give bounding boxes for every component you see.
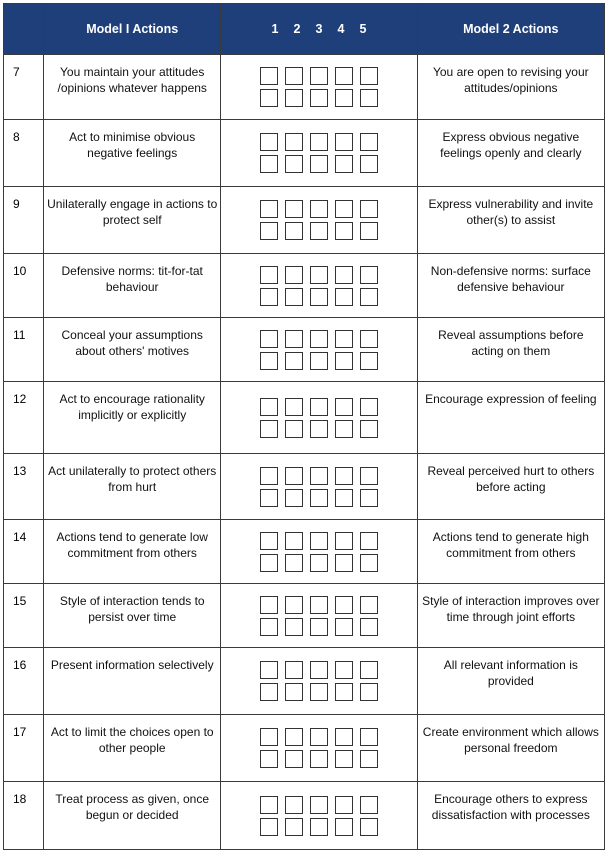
rating-scale <box>221 782 417 850</box>
rating-checkbox[interactable] <box>335 352 353 370</box>
model1-action: Unilaterally engage in actions to protect self <box>44 187 221 254</box>
rating-checkbox[interactable] <box>360 420 378 438</box>
checkbox-row <box>221 420 416 438</box>
model2-action: Non-defensive norms: surface defensive behaviour <box>417 254 604 318</box>
table-row <box>4 382 605 454</box>
rating-checkbox[interactable] <box>360 200 378 218</box>
rating-checkbox[interactable] <box>285 67 303 85</box>
rating-checkbox[interactable] <box>310 596 328 614</box>
rating-checkbox[interactable] <box>260 467 278 485</box>
header-scale <box>221 4 417 55</box>
checkbox-row <box>221 89 416 107</box>
checkbox-row <box>221 554 416 572</box>
rating-checkbox[interactable] <box>310 661 328 679</box>
rating-checkbox[interactable] <box>310 728 328 746</box>
checkbox-row <box>221 818 416 836</box>
rating-checkbox[interactable] <box>260 683 278 701</box>
rating-checkbox[interactable] <box>335 288 353 306</box>
rating-checkbox[interactable] <box>360 618 378 636</box>
model2-action: All relevant information is provided <box>417 648 604 715</box>
rating-checkbox[interactable] <box>260 750 278 768</box>
rating-checkbox[interactable] <box>260 728 278 746</box>
model1-action: Style of interaction tends to persist over time <box>44 584 221 648</box>
rating-checkbox[interactable] <box>360 532 378 550</box>
rating-checkbox[interactable] <box>285 222 303 240</box>
rating-checkbox[interactable] <box>310 266 328 284</box>
rating-checkbox[interactable] <box>360 750 378 768</box>
table-row <box>4 55 605 120</box>
rating-checkbox[interactable] <box>335 489 353 507</box>
rating-checkbox[interactable] <box>360 288 378 306</box>
rating-checkbox[interactable] <box>335 330 353 348</box>
rating-checkbox[interactable] <box>310 750 328 768</box>
rating-checkbox[interactable] <box>285 683 303 701</box>
table-row <box>4 318 605 382</box>
model2-action: Style of interaction improves over time through joint efforts <box>417 584 604 648</box>
checkbox-row <box>221 532 416 550</box>
rating-checkbox[interactable] <box>360 155 378 173</box>
rating-checkbox[interactable] <box>335 683 353 701</box>
rating-checkbox[interactable] <box>285 489 303 507</box>
rating-checkbox[interactable] <box>260 818 278 836</box>
rating-checkbox[interactable] <box>310 352 328 370</box>
rating-checkbox[interactable] <box>260 661 278 679</box>
model1-action: Conceal your assumptions about others' motives <box>44 318 221 382</box>
rating-checkbox[interactable] <box>360 467 378 485</box>
model2-action: Create environment which allows personal freedom <box>417 715 604 782</box>
rating-checkbox[interactable] <box>360 489 378 507</box>
rating-checkbox[interactable] <box>335 398 353 416</box>
rating-checkbox[interactable] <box>260 155 278 173</box>
rating-checkbox[interactable] <box>260 222 278 240</box>
rating-scale <box>221 187 417 254</box>
table-row <box>4 584 605 648</box>
rating-checkbox[interactable] <box>335 200 353 218</box>
rating-checkbox[interactable] <box>335 554 353 572</box>
rating-checkbox[interactable] <box>285 133 303 151</box>
rating-checkbox[interactable] <box>335 818 353 836</box>
rating-checkbox[interactable] <box>285 750 303 768</box>
model1-action: Act to encourage rationality implicitly or explicitly <box>44 382 221 454</box>
rating-checkbox[interactable] <box>260 200 278 218</box>
rating-checkbox[interactable] <box>335 266 353 284</box>
rating-scale <box>221 254 417 318</box>
checkbox-row <box>221 352 416 370</box>
checkbox-row <box>221 67 416 85</box>
checkbox-row <box>221 683 416 701</box>
model1-action: You maintain your attitudes /opinions whatever happens <box>44 55 221 120</box>
rating-checkbox[interactable] <box>285 420 303 438</box>
rating-checkbox[interactable] <box>310 489 328 507</box>
model1-action: Present information selectively <box>44 648 221 715</box>
rating-checkbox[interactable] <box>260 532 278 550</box>
rating-scale <box>221 520 417 584</box>
rating-checkbox[interactable] <box>285 398 303 416</box>
checkbox-row <box>221 467 416 485</box>
checkbox-row <box>221 796 416 814</box>
checkbox-row <box>221 618 416 636</box>
scale-label-1: 1 <box>271 22 279 36</box>
rating-checkbox[interactable] <box>260 288 278 306</box>
table-row <box>4 715 605 782</box>
table-row <box>4 254 605 318</box>
rating-checkbox[interactable] <box>360 728 378 746</box>
rating-checkbox[interactable] <box>260 266 278 284</box>
header-number-cell <box>4 4 44 55</box>
scale-label-4: 4 <box>337 22 345 36</box>
rating-checkbox[interactable] <box>360 796 378 814</box>
header-row <box>4 4 605 55</box>
rating-checkbox[interactable] <box>360 554 378 572</box>
table-row <box>4 648 605 715</box>
item-number: 15 <box>4 584 44 648</box>
table-row <box>4 120 605 187</box>
checkbox-row <box>221 661 416 679</box>
model1-action: Act to limit the choices open to other people <box>44 715 221 782</box>
rating-checkbox[interactable] <box>285 618 303 636</box>
rating-checkbox[interactable] <box>310 67 328 85</box>
rating-checkbox[interactable] <box>335 89 353 107</box>
rating-checkbox[interactable] <box>335 618 353 636</box>
scale-label-2: 2 <box>293 22 301 36</box>
item-number: 9 <box>4 187 44 254</box>
rating-scale <box>221 648 417 715</box>
rating-checkbox[interactable] <box>335 420 353 438</box>
rating-checkbox[interactable] <box>285 266 303 284</box>
rating-checkbox[interactable] <box>260 352 278 370</box>
rating-checkbox[interactable] <box>285 532 303 550</box>
rating-checkbox[interactable] <box>360 398 378 416</box>
model2-action: Express vulnerability and invite other(s) to assist <box>417 187 604 254</box>
rating-checkbox[interactable] <box>360 266 378 284</box>
model1-action: Act unilaterally to protect others from hurt <box>44 454 221 520</box>
model2-action: Encourage others to express dissatisfaction with processes <box>417 782 604 850</box>
rating-checkbox[interactable] <box>335 222 353 240</box>
model2-action: Actions tend to generate high commitment from others <box>417 520 604 584</box>
rating-checkbox[interactable] <box>335 467 353 485</box>
item-number: 7 <box>4 55 44 120</box>
rating-checkbox[interactable] <box>285 352 303 370</box>
rating-checkbox[interactable] <box>285 728 303 746</box>
rating-checkbox[interactable] <box>260 796 278 814</box>
checkbox-row <box>221 222 416 240</box>
rating-checkbox[interactable] <box>335 728 353 746</box>
item-number: 8 <box>4 120 44 187</box>
rating-checkbox[interactable] <box>360 596 378 614</box>
checkbox-row <box>221 266 416 284</box>
checkbox-row <box>221 398 416 416</box>
scale-label-3: 3 <box>315 22 323 36</box>
rating-checkbox[interactable] <box>260 489 278 507</box>
rating-scale <box>221 382 417 454</box>
rating-checkbox[interactable] <box>360 133 378 151</box>
rating-checkbox[interactable] <box>285 554 303 572</box>
model1-action: Act to minimise obvious negative feelings <box>44 120 221 187</box>
rating-checkbox[interactable] <box>310 330 328 348</box>
rating-scale <box>221 318 417 382</box>
rating-checkbox[interactable] <box>310 398 328 416</box>
header-model1: Model I Actions <box>44 4 221 55</box>
rating-checkbox[interactable] <box>285 796 303 814</box>
rating-checkbox[interactable] <box>360 352 378 370</box>
rating-checkbox[interactable] <box>285 818 303 836</box>
item-number: 18 <box>4 782 44 850</box>
rating-checkbox[interactable] <box>310 222 328 240</box>
rating-checkbox[interactable] <box>260 596 278 614</box>
rating-scale <box>221 584 417 648</box>
rating-checkbox[interactable] <box>360 330 378 348</box>
table-row <box>4 782 605 850</box>
rating-checkbox[interactable] <box>260 398 278 416</box>
rating-checkbox[interactable] <box>310 618 328 636</box>
table-row <box>4 520 605 584</box>
checkbox-row <box>221 489 416 507</box>
checkbox-row <box>221 330 416 348</box>
model1-action: Actions tend to generate low commitment from others <box>44 520 221 584</box>
checkbox-row <box>221 750 416 768</box>
item-number: 10 <box>4 254 44 318</box>
checkbox-row <box>221 133 416 151</box>
rating-checkbox[interactable] <box>310 420 328 438</box>
rating-checkbox[interactable] <box>285 200 303 218</box>
item-number: 16 <box>4 648 44 715</box>
rating-checkbox[interactable] <box>260 554 278 572</box>
rating-checkbox[interactable] <box>310 683 328 701</box>
rating-checkbox[interactable] <box>260 618 278 636</box>
rating-checkbox[interactable] <box>310 818 328 836</box>
rating-checkbox[interactable] <box>360 89 378 107</box>
scale-label-5: 5 <box>359 22 367 36</box>
model1-action: Defensive norms: tit-for-tat behaviour <box>44 254 221 318</box>
rating-checkbox[interactable] <box>260 89 278 107</box>
rating-checkbox[interactable] <box>335 661 353 679</box>
checkbox-row <box>221 200 416 218</box>
model2-action: Reveal perceived hurt to others before acting <box>417 454 604 520</box>
rating-checkbox[interactable] <box>285 288 303 306</box>
rating-checkbox[interactable] <box>310 467 328 485</box>
rating-checkbox[interactable] <box>310 200 328 218</box>
rating-checkbox[interactable] <box>310 796 328 814</box>
model2-action: Express obvious negative feelings openly and clearly <box>417 120 604 187</box>
checkbox-row <box>221 288 416 306</box>
rating-checkbox[interactable] <box>335 67 353 85</box>
checkbox-row <box>221 728 416 746</box>
survey-table <box>3 3 605 850</box>
rating-checkbox[interactable] <box>335 532 353 550</box>
table-row <box>4 187 605 254</box>
item-number: 17 <box>4 715 44 782</box>
rating-checkbox[interactable] <box>360 67 378 85</box>
rating-scale <box>221 454 417 520</box>
rating-checkbox[interactable] <box>260 67 278 85</box>
rating-checkbox[interactable] <box>310 155 328 173</box>
rating-checkbox[interactable] <box>335 596 353 614</box>
model2-action: Encourage expression of feeling <box>417 382 604 454</box>
rating-checkbox[interactable] <box>310 288 328 306</box>
item-number: 12 <box>4 382 44 454</box>
rating-checkbox[interactable] <box>285 330 303 348</box>
rating-checkbox[interactable] <box>360 683 378 701</box>
model2-action: You are open to revising your attitudes/opinions <box>417 55 604 120</box>
rating-checkbox[interactable] <box>360 818 378 836</box>
item-number: 13 <box>4 454 44 520</box>
item-number: 11 <box>4 318 44 382</box>
header-model2: Model 2 Actions <box>417 4 604 55</box>
rating-scale <box>221 120 417 187</box>
model1-action: Treat process as given, once begun or decided <box>44 782 221 850</box>
rating-scale <box>221 55 417 120</box>
rating-checkbox[interactable] <box>335 750 353 768</box>
rating-checkbox[interactable] <box>335 133 353 151</box>
checkbox-row <box>221 155 416 173</box>
model2-action: Reveal assumptions before acting on them <box>417 318 604 382</box>
rating-checkbox[interactable] <box>285 467 303 485</box>
rating-scale <box>221 715 417 782</box>
rating-checkbox[interactable] <box>285 661 303 679</box>
rating-checkbox[interactable] <box>260 420 278 438</box>
rating-checkbox[interactable] <box>360 222 378 240</box>
rating-checkbox[interactable] <box>310 89 328 107</box>
rating-checkbox[interactable] <box>260 133 278 151</box>
rating-checkbox[interactable] <box>310 133 328 151</box>
checkbox-row <box>221 596 416 614</box>
rating-checkbox[interactable] <box>260 330 278 348</box>
rating-checkbox[interactable] <box>310 532 328 550</box>
rating-checkbox[interactable] <box>360 661 378 679</box>
rating-checkbox[interactable] <box>335 155 353 173</box>
rating-checkbox[interactable] <box>310 554 328 572</box>
table-row <box>4 454 605 520</box>
rating-checkbox[interactable] <box>335 796 353 814</box>
rating-checkbox[interactable] <box>285 596 303 614</box>
rating-checkbox[interactable] <box>285 155 303 173</box>
rating-checkbox[interactable] <box>285 89 303 107</box>
item-number: 14 <box>4 520 44 584</box>
